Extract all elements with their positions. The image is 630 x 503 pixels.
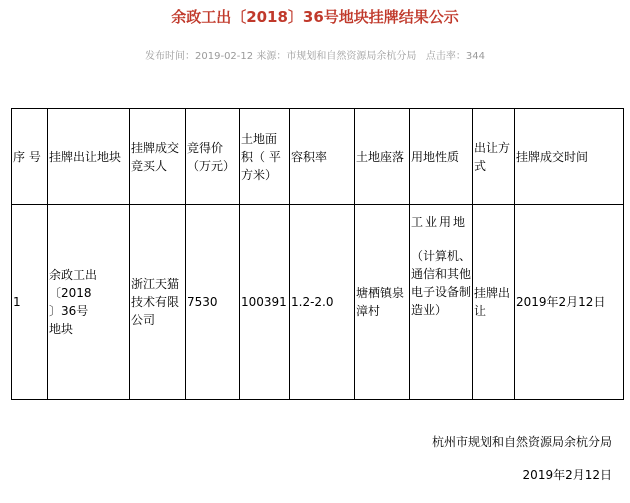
header-seq: 序 号 [12, 109, 48, 205]
cell-area: 100391 [240, 205, 290, 400]
cell-price: 7530 [186, 205, 240, 400]
header-parcel: 挂牌出让地块 [48, 109, 130, 205]
header-buyer: 挂牌成交竞买人 [130, 109, 186, 205]
published-date: 2019-02-12 [195, 51, 254, 62]
header-area: 土地面积（ 平 方米） [240, 109, 290, 205]
cell-location: 塘栖镇泉漳村 [355, 205, 410, 400]
article-meta [0, 47, 630, 62]
cell-method: 挂牌出让 [473, 205, 515, 400]
published-label: 发布时间： [145, 51, 196, 62]
table-row [12, 205, 624, 400]
cell-use: 工业用地 （计算机、通信和其他电子设备制造业） [410, 205, 473, 400]
header-price: 竞得价（万元） [186, 109, 240, 205]
clicks-count: 344 [465, 51, 485, 62]
header-far: 容积率 [290, 109, 355, 205]
source-label: 来源： [256, 51, 287, 62]
issue-date: 2019年2月12日 [522, 468, 612, 482]
cell-far: 1.2-2.0 [290, 205, 355, 400]
clicks-label: 点击率： [425, 51, 466, 62]
header-time: 挂牌成交时间 [515, 109, 624, 205]
header-use: 用地性质 [410, 109, 473, 205]
table-header-row [12, 109, 624, 205]
header-method: 出让方式 [473, 109, 515, 205]
page-title: 余政工出〔2018〕36号地块挂牌结果公示 [171, 8, 459, 26]
cell-parcel: 余政工出〔2018 〕36号 地块 [48, 205, 130, 400]
issuing-organization: 杭州市规划和自然资源局余杭分局 [431, 435, 612, 449]
cell-seq: 1 [12, 205, 48, 400]
header-location: 土地座落 [355, 109, 410, 205]
cell-time: 2019年2月12日 [515, 205, 624, 400]
cell-buyer: 浙江天猫技术有限公司 [130, 205, 186, 400]
result-table [11, 108, 624, 400]
source-name: 市规划和自然资源局余杭分局 [286, 51, 417, 62]
